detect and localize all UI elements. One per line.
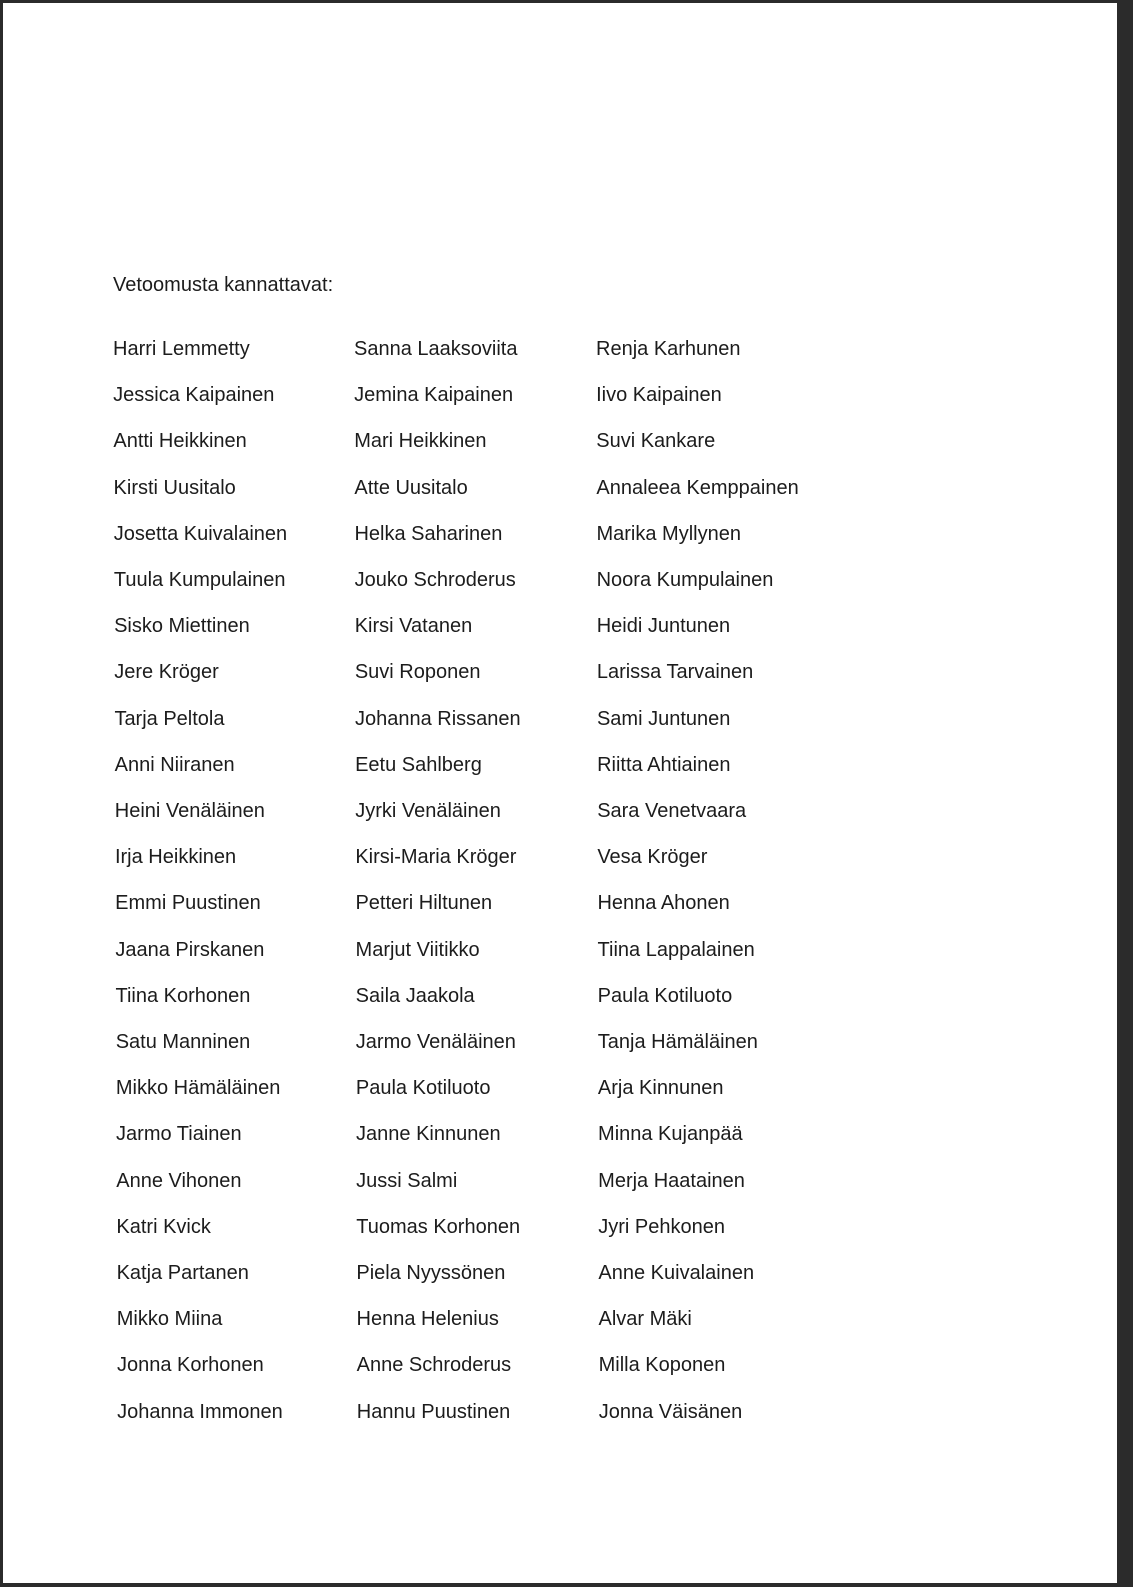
- signatory-name: Josetta Kuivalainen: [113, 522, 288, 545]
- signatory-name: Anni Niiranen: [114, 753, 235, 776]
- signatory-name: Minna Kujanpää: [598, 1123, 743, 1146]
- signatory-name: Vesa Kröger: [597, 846, 708, 869]
- signatory-name: Jemina Kaipainen: [354, 384, 514, 407]
- signatory-name: Jussi Salmi: [356, 1169, 458, 1192]
- signatory-name: Arja Kinnunen: [597, 1077, 724, 1100]
- signatory-name: Sisko Miettinen: [114, 615, 250, 638]
- signatory-name: Tuula Kumpulainen: [113, 569, 286, 591]
- signatory-name: Petteri Hiltunen: [355, 892, 493, 915]
- signatory-name: Jyrki Venäläinen: [355, 800, 501, 822]
- signatory-name: Antti Heikkinen: [113, 430, 247, 453]
- signatory-name: Janne Kinnunen: [356, 1123, 501, 1146]
- signatory-name: Suvi Kankare: [596, 430, 716, 453]
- signatory-name: Helka Saharinen: [354, 522, 503, 545]
- signatory-name: Jarmo Tiainen: [116, 1123, 242, 1146]
- signatory-name: Heini Venäläinen: [114, 800, 265, 822]
- signatory-name: Anne Schroderus: [356, 1354, 512, 1377]
- signatory-name: Mikko Hämäläinen: [115, 1077, 281, 1100]
- signatory-name: Harri Lemmetty: [113, 338, 250, 360]
- signatory-name: Emmi Puustinen: [115, 892, 261, 915]
- signatory-name: Tiina Lappalainen: [597, 938, 755, 961]
- signatory-name: Jyri Pehkonen: [598, 1215, 726, 1238]
- signatory-name: Eetu Sahlberg: [355, 753, 482, 776]
- signatory-name: Iivo Kaipainen: [596, 384, 722, 407]
- signatory-name: Jessica Kaipainen: [113, 384, 275, 407]
- signatory-name: Jonna Väisänen: [598, 1400, 743, 1423]
- signatory-name: Kirsi Vatanen: [354, 615, 473, 638]
- signatory-name: Anne Vihonen: [116, 1169, 242, 1192]
- signatory-name: Sanna Laaksoviita: [354, 338, 518, 360]
- signatory-name: Johanna Immonen: [117, 1400, 283, 1423]
- signatory-name: Tarja Peltola: [114, 707, 225, 730]
- signatory-name: Jaana Pirskanen: [115, 938, 265, 961]
- signatory-name: Larissa Tarvainen: [596, 661, 754, 684]
- signatory-name: Annaleea Kemppainen: [596, 476, 799, 499]
- signatory-name: Jarmo Venäläinen: [355, 1031, 516, 1053]
- signatory-name: Heidi Juntunen: [596, 615, 731, 638]
- signatory-name: Atte Uusitalo: [354, 476, 468, 499]
- signatory-name: Renja Karhunen: [596, 338, 741, 360]
- signatory-name: Hannu Puustinen: [356, 1400, 511, 1423]
- signatory-name: Henna Helenius: [356, 1308, 499, 1331]
- signatory-name: Sami Juntunen: [596, 707, 731, 730]
- signatory-name: Jouko Schroderus: [354, 569, 516, 591]
- signatory-name: Suvi Roponen: [354, 661, 481, 684]
- signatory-name: Kirsi-Maria Kröger: [355, 846, 517, 869]
- signatory-name: Mari Heikkinen: [354, 430, 487, 453]
- signatory-name: Johanna Rissanen: [354, 707, 521, 730]
- signatory-name: Mikko Miina: [116, 1308, 223, 1331]
- signatory-name: Anne Kuivalainen: [598, 1262, 755, 1284]
- signatory-name: Henna Ahonen: [597, 892, 730, 915]
- signatory-name: Jere Kröger: [114, 661, 219, 684]
- signatory-name: Milla Koponen: [598, 1354, 726, 1377]
- signatory-name: Alvar Mäki: [598, 1308, 692, 1331]
- document-page: [3, 3, 1117, 1583]
- signatory-name: Satu Manninen: [115, 1031, 251, 1053]
- page-heading: Vetoomusta kannattavat:: [113, 274, 334, 296]
- signatory-name: Tanja Hämäläinen: [597, 1031, 758, 1053]
- signatory-name: Katja Partanen: [116, 1262, 249, 1284]
- signatory-name: Saila Jaakola: [355, 984, 475, 1007]
- signatory-name: Tiina Korhonen: [115, 984, 251, 1007]
- signatory-name: Noora Kumpulainen: [596, 569, 774, 591]
- signatory-name: Paula Kotiluoto: [597, 984, 733, 1007]
- signatory-name: Marika Myllynen: [596, 522, 741, 545]
- signatory-name: Katri Kvick: [116, 1215, 211, 1238]
- signatory-name: Piela Nyyssönen: [356, 1262, 506, 1284]
- signatory-name: Sara Venetvaara: [597, 800, 747, 822]
- signatory-name: Merja Haatainen: [598, 1169, 745, 1192]
- signatory-name: Paula Kotiluoto: [355, 1077, 491, 1100]
- signatory-name: Jonna Korhonen: [116, 1354, 264, 1377]
- signatory-name: Tuomas Korhonen: [356, 1215, 521, 1238]
- signatory-name: Riitta Ahtiainen: [597, 753, 731, 776]
- signatory-name: Irja Heikkinen: [114, 846, 237, 869]
- signatory-name: Kirsti Uusitalo: [113, 476, 236, 499]
- signatory-name: Marjut Viitikko: [355, 938, 480, 961]
